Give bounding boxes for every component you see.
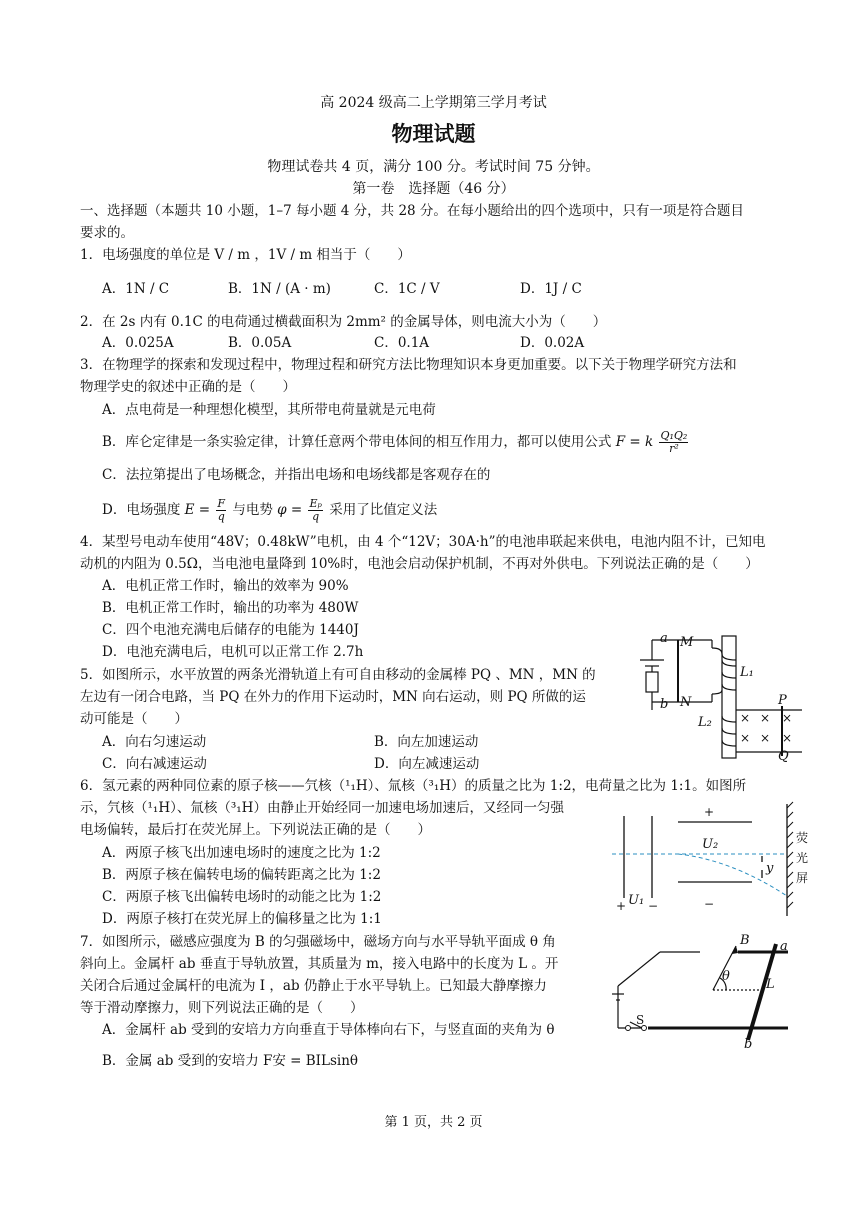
- q3-option-d-e-fraction: [216, 498, 226, 523]
- field-mark: ×: [760, 711, 771, 725]
- q5-option-a: A．向右匀速运动: [102, 734, 207, 750]
- q3-option-d-phi: φ =: [277, 502, 303, 518]
- q7-option-a: A．金属杆 ab 受到的安培力方向垂直于导体棒向右下，与竖直面的夹角为 θ: [102, 1022, 555, 1038]
- plus-sign: +: [704, 805, 715, 819]
- q7-stem-line3: 关闭合后通过金属杆的电流为 I ，ab 仍静止于水平导轨上。已知最大静摩擦力: [80, 978, 547, 994]
- label-n: N: [680, 695, 692, 710]
- q6-stem-line1: 6．氢元素的两种同位素的原子核——氕核（¹₁H）、氚核（³₁H）的质量之比为 1:2，电荷量之比为 1:1。如图所: [80, 778, 747, 794]
- q3-stem-line2: 物理学史的叙述中正确的是（ ）: [80, 379, 296, 395]
- q3-option-b-text: B．库仑定律是一条实验定律，计算任意两个带电体间的相互作用力，都可以使用公式: [102, 434, 612, 450]
- q3-option-b: [102, 430, 690, 455]
- minus-sign: −: [704, 897, 715, 911]
- subject-title: 物理试题: [391, 121, 476, 146]
- q3-option-b-formula-lhs: F = k: [615, 434, 654, 450]
- q2-stem: 2．在 2s 内有 0.1C 的电荷通过横截面积为 2mm² 的金属导体，则电流大小为（ ）: [80, 314, 607, 330]
- q3-stem-line1: 3．在物理学的探索和发现过程中，物理过程和研究方法比物理知识本身更加重要。以下关于物理学研究方法和: [80, 357, 737, 373]
- q2-option-c: C．0.1A: [374, 335, 430, 351]
- label-u1: U₁: [628, 893, 645, 908]
- q4-option-b: B．电机正常工作时，输出的功率为 480W: [102, 600, 359, 616]
- q5-option-b: B．向左加速运动: [374, 734, 479, 750]
- q1-option-a: A．1N / C: [102, 281, 170, 297]
- q5-stem-line2: 左边有一闭合电路，当 PQ 在外力的作用下运动时，MN 向右运动，则 PQ 所做的运: [80, 689, 586, 705]
- fraction-denominator: r²: [669, 442, 679, 455]
- exam-info: 物理试卷共 4 页，满分 100 分。考试时间 75 分钟。: [267, 159, 600, 175]
- exam-title: 高 2024 级高二上学期第三学月考试: [320, 95, 547, 111]
- fraction-numerator: Eₚ: [309, 497, 322, 510]
- q6-stem-line2: 示，氕核（¹₁H）、氚核（³₁H）由静止开始经同一加速电场加速后，又经同一匀强: [80, 800, 564, 816]
- screen-char: 光: [796, 851, 809, 865]
- label-y: y: [766, 861, 774, 876]
- q3-option-d-e: E =: [184, 502, 211, 518]
- fraction-denominator: q: [312, 510, 320, 523]
- q1-option-b: B．1N / (A · m): [228, 281, 331, 297]
- q6-option-c: C．两原子核飞出偏转电场时的动能之比为 1:2: [102, 889, 382, 905]
- q6-stem-line3: 电场偏转，最后打在荧光屏上。下列说法正确的是（ ）: [80, 822, 431, 838]
- label-a: a: [660, 631, 668, 646]
- q5-stem-line1: 5．如图所示，水平放置的两条光滑轨道上有可自由移动的金属棒 PQ 、MN ，MN 的: [80, 667, 596, 683]
- q3-option-b-fraction: [659, 430, 688, 455]
- q4-option-c: C．四个电池充满电后储存的电能为 1440J: [102, 622, 359, 638]
- q6-option-d: D．两原子核打在荧光屏上的偏移量之比为 1:1: [102, 911, 382, 927]
- q1-stem: 1．电场强度的单位是 V / m ，1V / m 相当于（ ）: [80, 247, 411, 263]
- label-l1: L₁: [740, 665, 754, 680]
- q3-option-d-text-c: 采用了比值定义法: [329, 502, 438, 518]
- label-l2: L₂: [698, 715, 712, 730]
- field-mark: ×: [760, 731, 771, 745]
- q5-option-c: C．向右减速运动: [102, 756, 207, 772]
- q3-option-d-text-a: D．电场强度: [102, 502, 181, 518]
- section-intro-line1: 一、选择题（本题共 10 小题，1–7 每小题 4 分，共 28 分。在每小题给出的四个选项中，只有一项是符合题目: [80, 203, 744, 219]
- q4-stem-line1: 4．某型号电动车使用“48V；0.48kW”电机，由 4 个“12V；30A·h”的电池串联起来供电，电池内阻不计，已知电: [80, 534, 766, 550]
- plus-sign: +: [616, 899, 627, 913]
- label-b: b: [744, 1037, 753, 1048]
- q7-rail-figure: [608, 930, 806, 1048]
- q5-option-d: D．向左减速运动: [374, 756, 480, 772]
- q1-option-c: C．1C / V: [374, 281, 440, 297]
- q7-stem-line2: 斜向上。金属杆 ab 垂直于导轨放置，其质量为 m，接入电路中的长度为 L 。开: [80, 956, 559, 972]
- minus-sign: −: [648, 899, 659, 913]
- q4-option-a: A．电机正常工作时，输出的效率为 90%: [102, 578, 349, 594]
- q2-option-b: B．0.05A: [228, 335, 292, 351]
- q3-option-d-text-b: 与电势: [232, 502, 273, 518]
- label-q: Q: [778, 749, 789, 762]
- q1-option-d: D．1J / C: [520, 281, 582, 297]
- q4-stem-line2: 动机的内阻为 0.5Ω，当电池电量降到 10%时，电池会启动保护机制，不再对外供电。下列说法正确的是（ ）: [80, 556, 759, 572]
- screen-char: 荧: [796, 831, 809, 845]
- q5-circuit-figure: [632, 630, 807, 762]
- q2-option-a: A．0.025A: [102, 335, 174, 351]
- fraction-denominator: q: [217, 510, 225, 523]
- label-b-field: B: [740, 933, 750, 948]
- q7-option-b: B．金属 ab 受到的安培力 F安 = BILsinθ: [102, 1053, 359, 1069]
- q7-stem-line4: 等于滑动摩擦力，则下列说法正确的是（ ）: [80, 1000, 364, 1016]
- q7-stem-line1: 7．如图所示，磁感应强度为 B 的匀强磁场中，磁场方向与水平导轨平面成 θ 角: [80, 934, 556, 950]
- screen-char: 屏: [796, 871, 809, 885]
- label-s: S: [636, 1013, 645, 1027]
- label-p: P: [778, 693, 787, 708]
- field-mark: ×: [740, 711, 751, 725]
- label-u2: U₂: [702, 837, 719, 852]
- label-a: a: [780, 939, 788, 954]
- fraction-numerator: Q₁Q₂: [660, 429, 688, 442]
- field-mark: ×: [782, 711, 793, 725]
- label-theta: θ: [722, 969, 730, 984]
- section-intro-line2: 要求的。: [80, 225, 134, 241]
- q2-option-d: D．0.02A: [520, 335, 585, 351]
- fraction-numerator: F: [217, 497, 226, 510]
- label-m: M: [680, 635, 694, 650]
- label-l: L: [766, 977, 775, 992]
- q4-option-d: D．电池充满电后，电机可以正常工作 2.7h: [102, 644, 364, 660]
- page-footer: 第 1 页，共 2 页: [384, 1115, 483, 1130]
- q5-stem-line3: 动可能是（ ）: [80, 711, 188, 727]
- label-b: b: [660, 697, 669, 712]
- field-mark: ×: [740, 731, 751, 745]
- q3-option-d: [102, 498, 437, 523]
- q6-option-b: B．两原子核在偏转电场的偏转距离之比为 1:2: [102, 867, 381, 883]
- q3-option-a: A．点电荷是一种理想化模型，其所带电荷量就是元电荷: [102, 402, 436, 418]
- part-title: 第一卷 选择题（46 分）: [352, 181, 515, 197]
- q6-deflection-figure: [612, 800, 812, 918]
- q3-option-c: C．法拉第提出了电场概念，并指出电场和电场线都是客观存在的: [102, 467, 491, 483]
- field-mark: ×: [782, 731, 793, 745]
- q3-option-d-phi-fraction: [308, 498, 322, 523]
- q6-option-a: A．两原子核飞出加速电场时的速度之比为 1:2: [102, 845, 381, 861]
